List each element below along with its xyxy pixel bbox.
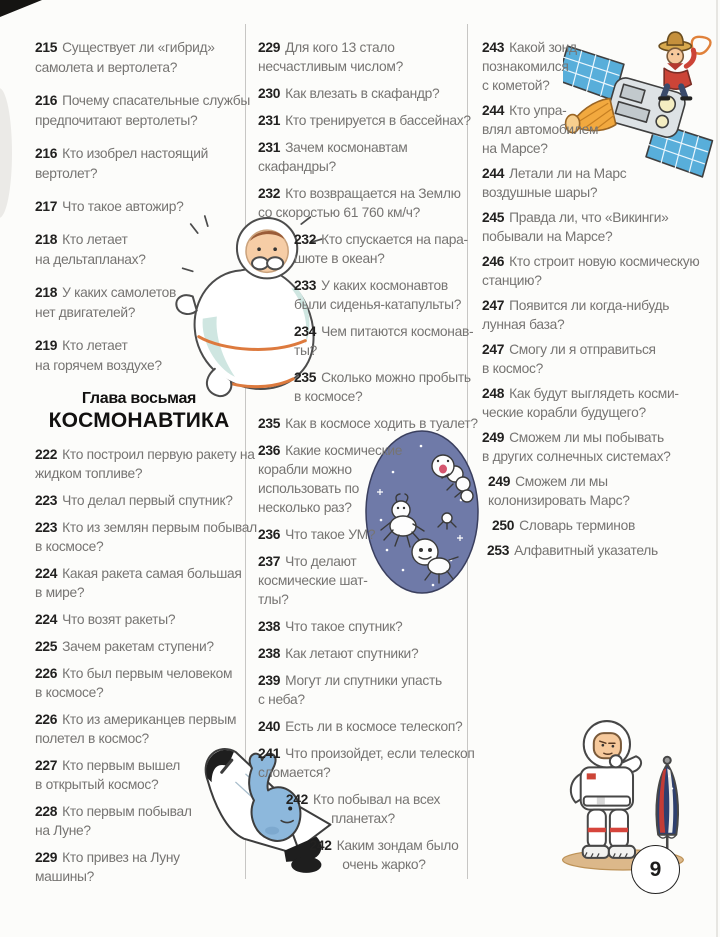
toc-page-ref: 231 bbox=[258, 113, 281, 128]
toc-question: Сколько можно пробыть в космосе? bbox=[294, 370, 471, 404]
toc-page-ref: 218 bbox=[35, 285, 58, 300]
toc-question: Зачем космонавтам скафандры? bbox=[258, 140, 408, 174]
toc-question: Какая ракета самая большая в мире? bbox=[35, 566, 242, 600]
toc-entry bbox=[258, 744, 475, 782]
page-corner-mark bbox=[0, 0, 42, 17]
toc-page-ref: 239 bbox=[258, 673, 281, 688]
toc-entry bbox=[35, 564, 243, 602]
toc-entry bbox=[35, 802, 243, 840]
toc-question: Сможем ли мы побывать в других солнечных системах? bbox=[482, 430, 671, 464]
toc-page-ref: 232 bbox=[294, 232, 317, 247]
toc-question: Существует ли «гибрид» самолета и вертолета? bbox=[35, 40, 215, 75]
toc-question: Кто первым вышел в открытый космос? bbox=[35, 758, 180, 792]
toc-question: Кто строит новую космическую станцию? bbox=[482, 254, 700, 288]
toc-question: Что возят ракеты? bbox=[62, 612, 176, 627]
toc-page-ref: 247 bbox=[482, 342, 505, 357]
toc-question: Как летают спутники? bbox=[285, 646, 419, 661]
toc-entry bbox=[35, 283, 243, 323]
toc-question: Появится ли когда-нибудь лунная база? bbox=[482, 298, 670, 332]
toc-entry bbox=[258, 525, 460, 544]
toc-section-aviation bbox=[35, 38, 251, 376]
toc-page-ref: 219 bbox=[35, 338, 58, 353]
toc-entry bbox=[272, 790, 454, 828]
toc-question: Кто тренируется в бассейнах? bbox=[285, 113, 471, 128]
toc-entry bbox=[35, 710, 243, 748]
toc-page-ref: 215 bbox=[35, 40, 58, 55]
toc-question: Каким зондам было очень жарко? bbox=[336, 838, 459, 872]
toc-page-ref: 229 bbox=[35, 850, 58, 865]
toc-page-ref: 237 bbox=[258, 554, 281, 569]
toc-question: У каких самолетов нет двигателей? bbox=[35, 285, 176, 320]
toc-page-ref: 235 bbox=[294, 370, 317, 385]
toc-entry bbox=[35, 664, 243, 702]
toc-question: Что такое автожир? bbox=[62, 199, 184, 214]
toc-page-ref: 240 bbox=[258, 719, 281, 734]
toc-entry bbox=[35, 336, 243, 376]
chapter-title: КОСМОНАВТИКА bbox=[48, 409, 230, 432]
toc-page-ref: 226 bbox=[35, 712, 58, 727]
toc-question: Какой зонд познакомился с кометой? bbox=[482, 40, 577, 93]
toc-question: Могут ли спутники упасть с неба? bbox=[258, 673, 442, 707]
toc-entry bbox=[294, 276, 460, 314]
toc-question: Смогу ли я отправиться в космос? bbox=[482, 342, 656, 376]
toc-question: Зачем ракетам ступени? bbox=[62, 639, 214, 654]
toc-question: Как в космосе ходить в туалет? bbox=[285, 416, 478, 431]
toc-entry bbox=[258, 184, 460, 222]
toc-question: Почему спасательные службы предпочитают вертолеты? bbox=[35, 93, 251, 128]
toc-entry bbox=[35, 610, 243, 629]
toc-question: Кто первым побывал на Луне? bbox=[35, 804, 192, 838]
toc-page-ref: 227 bbox=[35, 758, 58, 773]
toc-entry bbox=[258, 84, 460, 103]
toc-page-ref: 234 bbox=[294, 324, 317, 339]
toc-entry bbox=[294, 230, 468, 268]
toc-question: Словарь терминов bbox=[519, 518, 636, 533]
toc-question: Что делал первый спутник? bbox=[62, 493, 233, 508]
toc-question: Кто побывал на всех планетах? bbox=[312, 792, 441, 826]
toc-page-ref: 228 bbox=[35, 804, 58, 819]
toc-page-ref: 226 bbox=[35, 666, 58, 681]
toc-entry bbox=[258, 717, 463, 736]
toc-page-ref: 238 bbox=[258, 619, 281, 634]
toc-page-ref: 223 bbox=[35, 493, 58, 508]
toc-page-ref: 229 bbox=[258, 40, 281, 55]
toc-page-ref: 242 bbox=[285, 792, 308, 807]
toc-page-ref: 243 bbox=[482, 40, 505, 55]
toc-page-ref: 242 bbox=[309, 838, 332, 853]
page-edge bbox=[716, 0, 718, 937]
toc-question: Кто изобрел настоящий вертолет? bbox=[35, 146, 209, 181]
scan-edge-shadow bbox=[0, 88, 12, 218]
toc-entry bbox=[258, 617, 460, 636]
toc-page-ref: 235 bbox=[258, 416, 281, 431]
toc-entry bbox=[482, 296, 708, 334]
toc-entry bbox=[35, 91, 251, 131]
toc-question: Как влезать в скафандр? bbox=[285, 86, 440, 101]
toc-entry bbox=[258, 552, 460, 609]
toc-question: Какие космические корабли можно использовать по несколько раз? bbox=[258, 443, 403, 515]
toc-entry bbox=[35, 197, 243, 217]
toc-page-ref: 250 bbox=[492, 518, 515, 533]
toc-entry bbox=[258, 644, 460, 663]
toc-question: Чем питаются космонав- ты? bbox=[294, 324, 474, 358]
toc-question: Летали ли на Марс воздушные шары? bbox=[482, 166, 627, 200]
toc-page-ref: 246 bbox=[482, 254, 505, 269]
toc-entry bbox=[488, 472, 708, 510]
toc-entry bbox=[258, 671, 460, 709]
toc-entry bbox=[35, 445, 255, 483]
toc-page-ref: 244 bbox=[482, 166, 505, 181]
toc-question: Кто построил первую ракету на жидком топливе? bbox=[35, 447, 255, 481]
toc-entry bbox=[35, 756, 243, 794]
toc-entry bbox=[482, 38, 708, 95]
toc-question: Сможем ли мы колонизировать Марс? bbox=[488, 474, 630, 508]
toc-page-ref: 247 bbox=[482, 298, 505, 313]
toc-question: Есть ли в космосе телескоп? bbox=[285, 719, 463, 734]
toc-entry bbox=[258, 138, 460, 176]
toc-page-ref: 236 bbox=[258, 443, 281, 458]
toc-page-ref: 233 bbox=[294, 278, 317, 293]
toc-page-ref: 218 bbox=[35, 232, 58, 247]
toc-question: Кто летает на дельтапланах? bbox=[35, 232, 146, 267]
toc-entry bbox=[487, 541, 708, 560]
toc-page-ref: 232 bbox=[258, 186, 281, 201]
toc-entry bbox=[258, 111, 471, 130]
toc-page-ref: 245 bbox=[482, 210, 505, 225]
toc-question: Что такое спутник? bbox=[285, 619, 403, 634]
toc-question: Алфавитный указатель bbox=[514, 543, 658, 558]
toc-entry bbox=[482, 252, 708, 290]
toc-entry bbox=[482, 101, 708, 158]
toc-entry bbox=[35, 848, 243, 886]
toc-entry bbox=[35, 518, 257, 556]
toc-page-ref: 241 bbox=[258, 746, 281, 761]
toc-entry bbox=[294, 322, 474, 360]
toc-entry bbox=[482, 164, 708, 202]
toc-entry bbox=[35, 230, 243, 270]
toc-page-ref: 231 bbox=[258, 140, 281, 155]
toc-entry bbox=[35, 491, 243, 510]
toc-question: Правда ли, что «Викинги» побывали на Марсе? bbox=[482, 210, 669, 244]
page-number: 9 bbox=[649, 857, 662, 881]
toc-question: Кто возвращается на Землю со скоростью 61 760 км/ч? bbox=[258, 186, 461, 220]
toc-entry bbox=[300, 836, 468, 874]
toc-question: Как будут выглядеть косми- ческие корабли будущего? bbox=[482, 386, 679, 420]
toc-question: Кто из американцев первым полетел в космос? bbox=[35, 712, 237, 746]
toc-page-ref: 244 bbox=[482, 103, 505, 118]
toc-page-ref: 222 bbox=[35, 447, 58, 462]
toc-page-ref: 236 bbox=[258, 527, 281, 542]
page-number-badge bbox=[631, 845, 680, 894]
toc-page-ref: 238 bbox=[258, 646, 281, 661]
toc-question: Кто спускается на пара- шюте в океан? bbox=[294, 232, 468, 266]
toc-entry bbox=[35, 144, 243, 184]
toc-entry bbox=[482, 428, 708, 466]
toc-entry bbox=[482, 340, 708, 378]
toc-question: Что произойдет, если телескоп сломается? bbox=[258, 746, 475, 780]
toc-question: У каких космонавтов были сиденья-катапульты? bbox=[294, 278, 462, 312]
toc-entry bbox=[35, 637, 243, 656]
toc-page-ref: 216 bbox=[35, 93, 58, 108]
chapter-number-label: Глава восьмая bbox=[81, 390, 197, 407]
toc-page-ref: 230 bbox=[258, 86, 281, 101]
toc-column-1 bbox=[35, 38, 257, 894]
toc-page-ref: 223 bbox=[35, 520, 58, 535]
toc-page-ref: 225 bbox=[35, 639, 58, 654]
toc-entry bbox=[258, 441, 460, 517]
toc-entry bbox=[492, 516, 708, 535]
toc-page-ref: 249 bbox=[488, 474, 511, 489]
toc-entry bbox=[258, 38, 460, 76]
toc-column-2 bbox=[258, 38, 478, 882]
toc-page-ref: 224 bbox=[35, 566, 58, 581]
toc-question: Кто упра- влял автомобилем на Марсе? bbox=[482, 103, 599, 156]
toc-page-ref: 217 bbox=[35, 199, 58, 214]
toc-entry bbox=[258, 414, 478, 433]
toc-question: Что такое УМ? bbox=[285, 527, 376, 542]
toc-column-3 bbox=[482, 38, 708, 566]
toc-question: Кто из землян первым побывал в космосе? bbox=[35, 520, 257, 554]
toc-page-ref: 248 bbox=[482, 386, 505, 401]
toc-question: Что делают космические шат- тлы? bbox=[258, 554, 368, 607]
toc-question: Кто был первым человеком в космосе? bbox=[35, 666, 233, 700]
moon-astronaut-illustration bbox=[556, 710, 703, 876]
toc-entry bbox=[482, 208, 708, 246]
toc-page-ref: 224 bbox=[35, 612, 58, 627]
toc-page-ref: 253 bbox=[487, 543, 510, 558]
toc-question: Кто летает на горячем воздухе? bbox=[35, 338, 162, 373]
toc-entry bbox=[482, 384, 708, 422]
toc-question: Кто привез на Луну машины? bbox=[35, 850, 180, 884]
toc-entry bbox=[35, 38, 243, 78]
chapter-heading bbox=[35, 389, 243, 433]
toc-entry bbox=[294, 368, 471, 406]
toc-page-ref: 216 bbox=[35, 146, 58, 161]
toc-question: Для кого 13 стало несчастливым числом? bbox=[258, 40, 403, 74]
toc-page-ref: 249 bbox=[482, 430, 505, 445]
toc-section-cosmonautics bbox=[35, 445, 257, 886]
